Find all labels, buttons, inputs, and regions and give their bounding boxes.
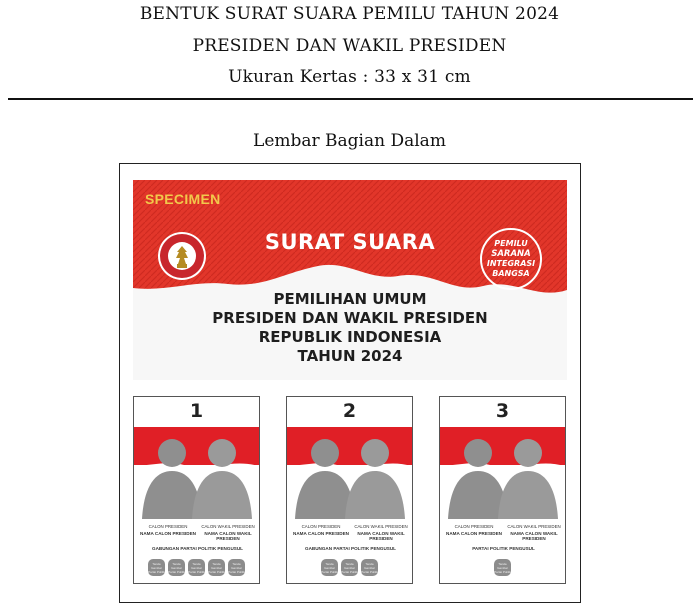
election-line-4: TAHUN 2024	[297, 347, 403, 365]
coalition-label: GABUNGAN PARTAI POLITIK PENGUSUL	[305, 546, 396, 551]
candidate-card-3[interactable]	[439, 396, 566, 584]
party-logo: Tanda Gambar Partai Politik	[361, 559, 378, 576]
candidate-number: 3	[495, 400, 510, 422]
right-name: NAMA CALON WAKIL PRESIDEN	[204, 531, 252, 541]
left-name: NAMA CALON PRESIDEN	[446, 531, 502, 536]
candidate-photo-placeholder	[287, 427, 413, 519]
candidate-number: 2	[342, 400, 357, 422]
right-name: NAMA CALON WAKIL PRESIDEN	[510, 531, 558, 541]
badge-line-3: INTEGRASI	[486, 259, 536, 268]
party-logo: Tanda Gambar Partai Politik	[321, 559, 338, 576]
coalition-label: PARTAI POLITIK PENGUSUL	[472, 546, 535, 551]
party-logo: Tanda Gambar Partai Politik	[341, 559, 358, 576]
header-line-1: BENTUK SURAT SUARA PEMILU TAHUN 2024	[139, 4, 560, 24]
left-role: CALON PRESIDEN	[301, 524, 341, 529]
party-logo: Tanda Gambar Partai Politik	[494, 559, 511, 576]
party-logo: Tanda Gambar Partai Politik	[148, 559, 165, 576]
section-subtitle: Lembar Bagian Dalam	[253, 131, 446, 151]
coalition-label: GABUNGAN PARTAI POLITIK PENGUSUL	[152, 546, 243, 551]
election-line-2: PRESIDEN DAN WAKIL PRESIDEN	[212, 309, 488, 327]
left-name: NAMA CALON PRESIDEN	[293, 531, 349, 536]
election-line-3: REPUBLIK INDONESIA	[258, 328, 442, 346]
party-logo: Tanda Gambar Partai Politik	[188, 559, 205, 576]
header-line-2: PRESIDEN DAN WAKIL PRESIDEN	[192, 36, 507, 56]
election-title	[133, 290, 567, 366]
kpu-logo-icon	[156, 228, 208, 288]
party-logos	[134, 559, 259, 576]
candidate-photo-placeholder	[440, 427, 566, 519]
election-line-1: PEMILIHAN UMUM	[273, 290, 427, 308]
left-name: NAMA CALON PRESIDEN	[140, 531, 196, 536]
candidate-card-2[interactable]	[286, 396, 413, 584]
party-logos	[287, 559, 412, 576]
badge-line-2: SARANA	[491, 249, 531, 259]
left-role: CALON PRESIDEN	[454, 524, 494, 529]
header-line-3: Ukuran Kertas : 33 x 31 cm	[228, 67, 471, 87]
party-logos	[440, 559, 565, 576]
candidate-number: 1	[189, 400, 204, 422]
election-badge	[479, 227, 543, 291]
left-role: CALON PRESIDEN	[148, 524, 188, 529]
right-role: CALON WAKIL PRESIDEN	[201, 524, 255, 529]
right-role: CALON WAKIL PRESIDEN	[507, 524, 561, 529]
badge-line-4: BANGSA	[492, 269, 530, 278]
candidate-photo-placeholder	[134, 427, 260, 519]
right-role: CALON WAKIL PRESIDEN	[354, 524, 408, 529]
party-logo: Tanda Gambar Partai Politik	[228, 559, 245, 576]
ballot-title: SURAT SUARA	[264, 230, 436, 254]
party-logo: Tanda Gambar Partai Politik	[168, 559, 185, 576]
badge-line-1: PEMILU	[494, 239, 528, 248]
specimen-watermark: SPECIMEN	[145, 191, 221, 207]
header-divider	[8, 98, 693, 100]
right-name: NAMA CALON WAKIL PRESIDEN	[357, 531, 405, 541]
candidate-card-1[interactable]	[133, 396, 260, 584]
party-logo: Tanda Gambar Partai Politik	[208, 559, 225, 576]
